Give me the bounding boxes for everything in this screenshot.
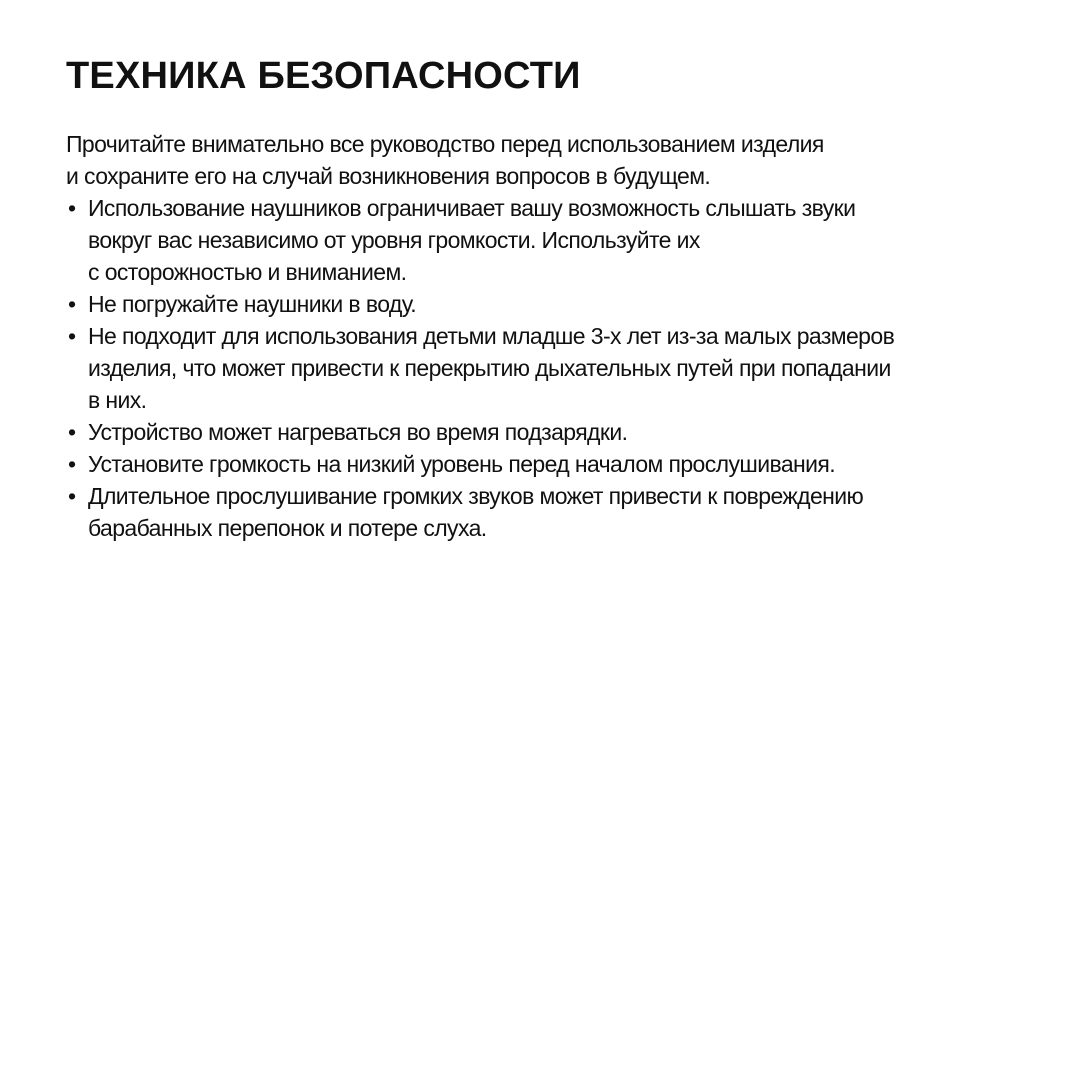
rule-line: Не погружайте наушники в воду.	[88, 291, 417, 317]
rule-line: барабанных перепонок и потере слуха.	[88, 515, 487, 541]
rule-line: Длительное прослушивание громких звуков может привести к повреждению	[88, 483, 864, 509]
list-item	[66, 192, 1026, 288]
rule-line: Установите громкость на низкий уровень перед началом прослушивания.	[88, 451, 836, 477]
rule-line: с осторожностью и вниманием.	[88, 259, 407, 285]
list-item	[66, 288, 1026, 320]
intro-paragraph	[66, 128, 1026, 192]
safety-document	[66, 54, 1026, 544]
rule-line: Использование наушников ограничивает вашу возможность слышать звуки	[88, 195, 856, 221]
list-item	[66, 320, 1026, 416]
bullet-icon: •	[68, 483, 76, 509]
bullet-icon: •	[68, 323, 76, 349]
rule-line: вокруг вас независимо от уровня громкости. Используйте их	[88, 227, 700, 253]
rule-line: в них.	[88, 387, 147, 413]
intro-line: Прочитайте внимательно все руководство перед использованием изделия	[66, 131, 824, 157]
intro-line: и сохраните его на случай возникновения вопросов в будущем.	[66, 163, 711, 189]
list-item	[66, 416, 1026, 448]
list-item	[66, 480, 1026, 544]
rule-line: Не подходит для использования детьми младше 3-х лет из-за малых размеров	[88, 323, 895, 349]
bullet-icon: •	[68, 195, 76, 221]
bullet-icon: •	[68, 451, 76, 477]
rule-line: изделия, что может привести к перекрытию дыхательных путей при попадании	[88, 355, 891, 381]
bullet-icon: •	[68, 419, 76, 445]
list-item	[66, 448, 1026, 480]
page-title: ТЕХНИКА БЕЗОПАСНОСТИ	[66, 55, 581, 97]
safety-rules-list	[66, 192, 1026, 544]
bullet-icon: •	[68, 291, 76, 317]
rule-line: Устройство может нагреваться во время подзарядки.	[88, 419, 628, 445]
